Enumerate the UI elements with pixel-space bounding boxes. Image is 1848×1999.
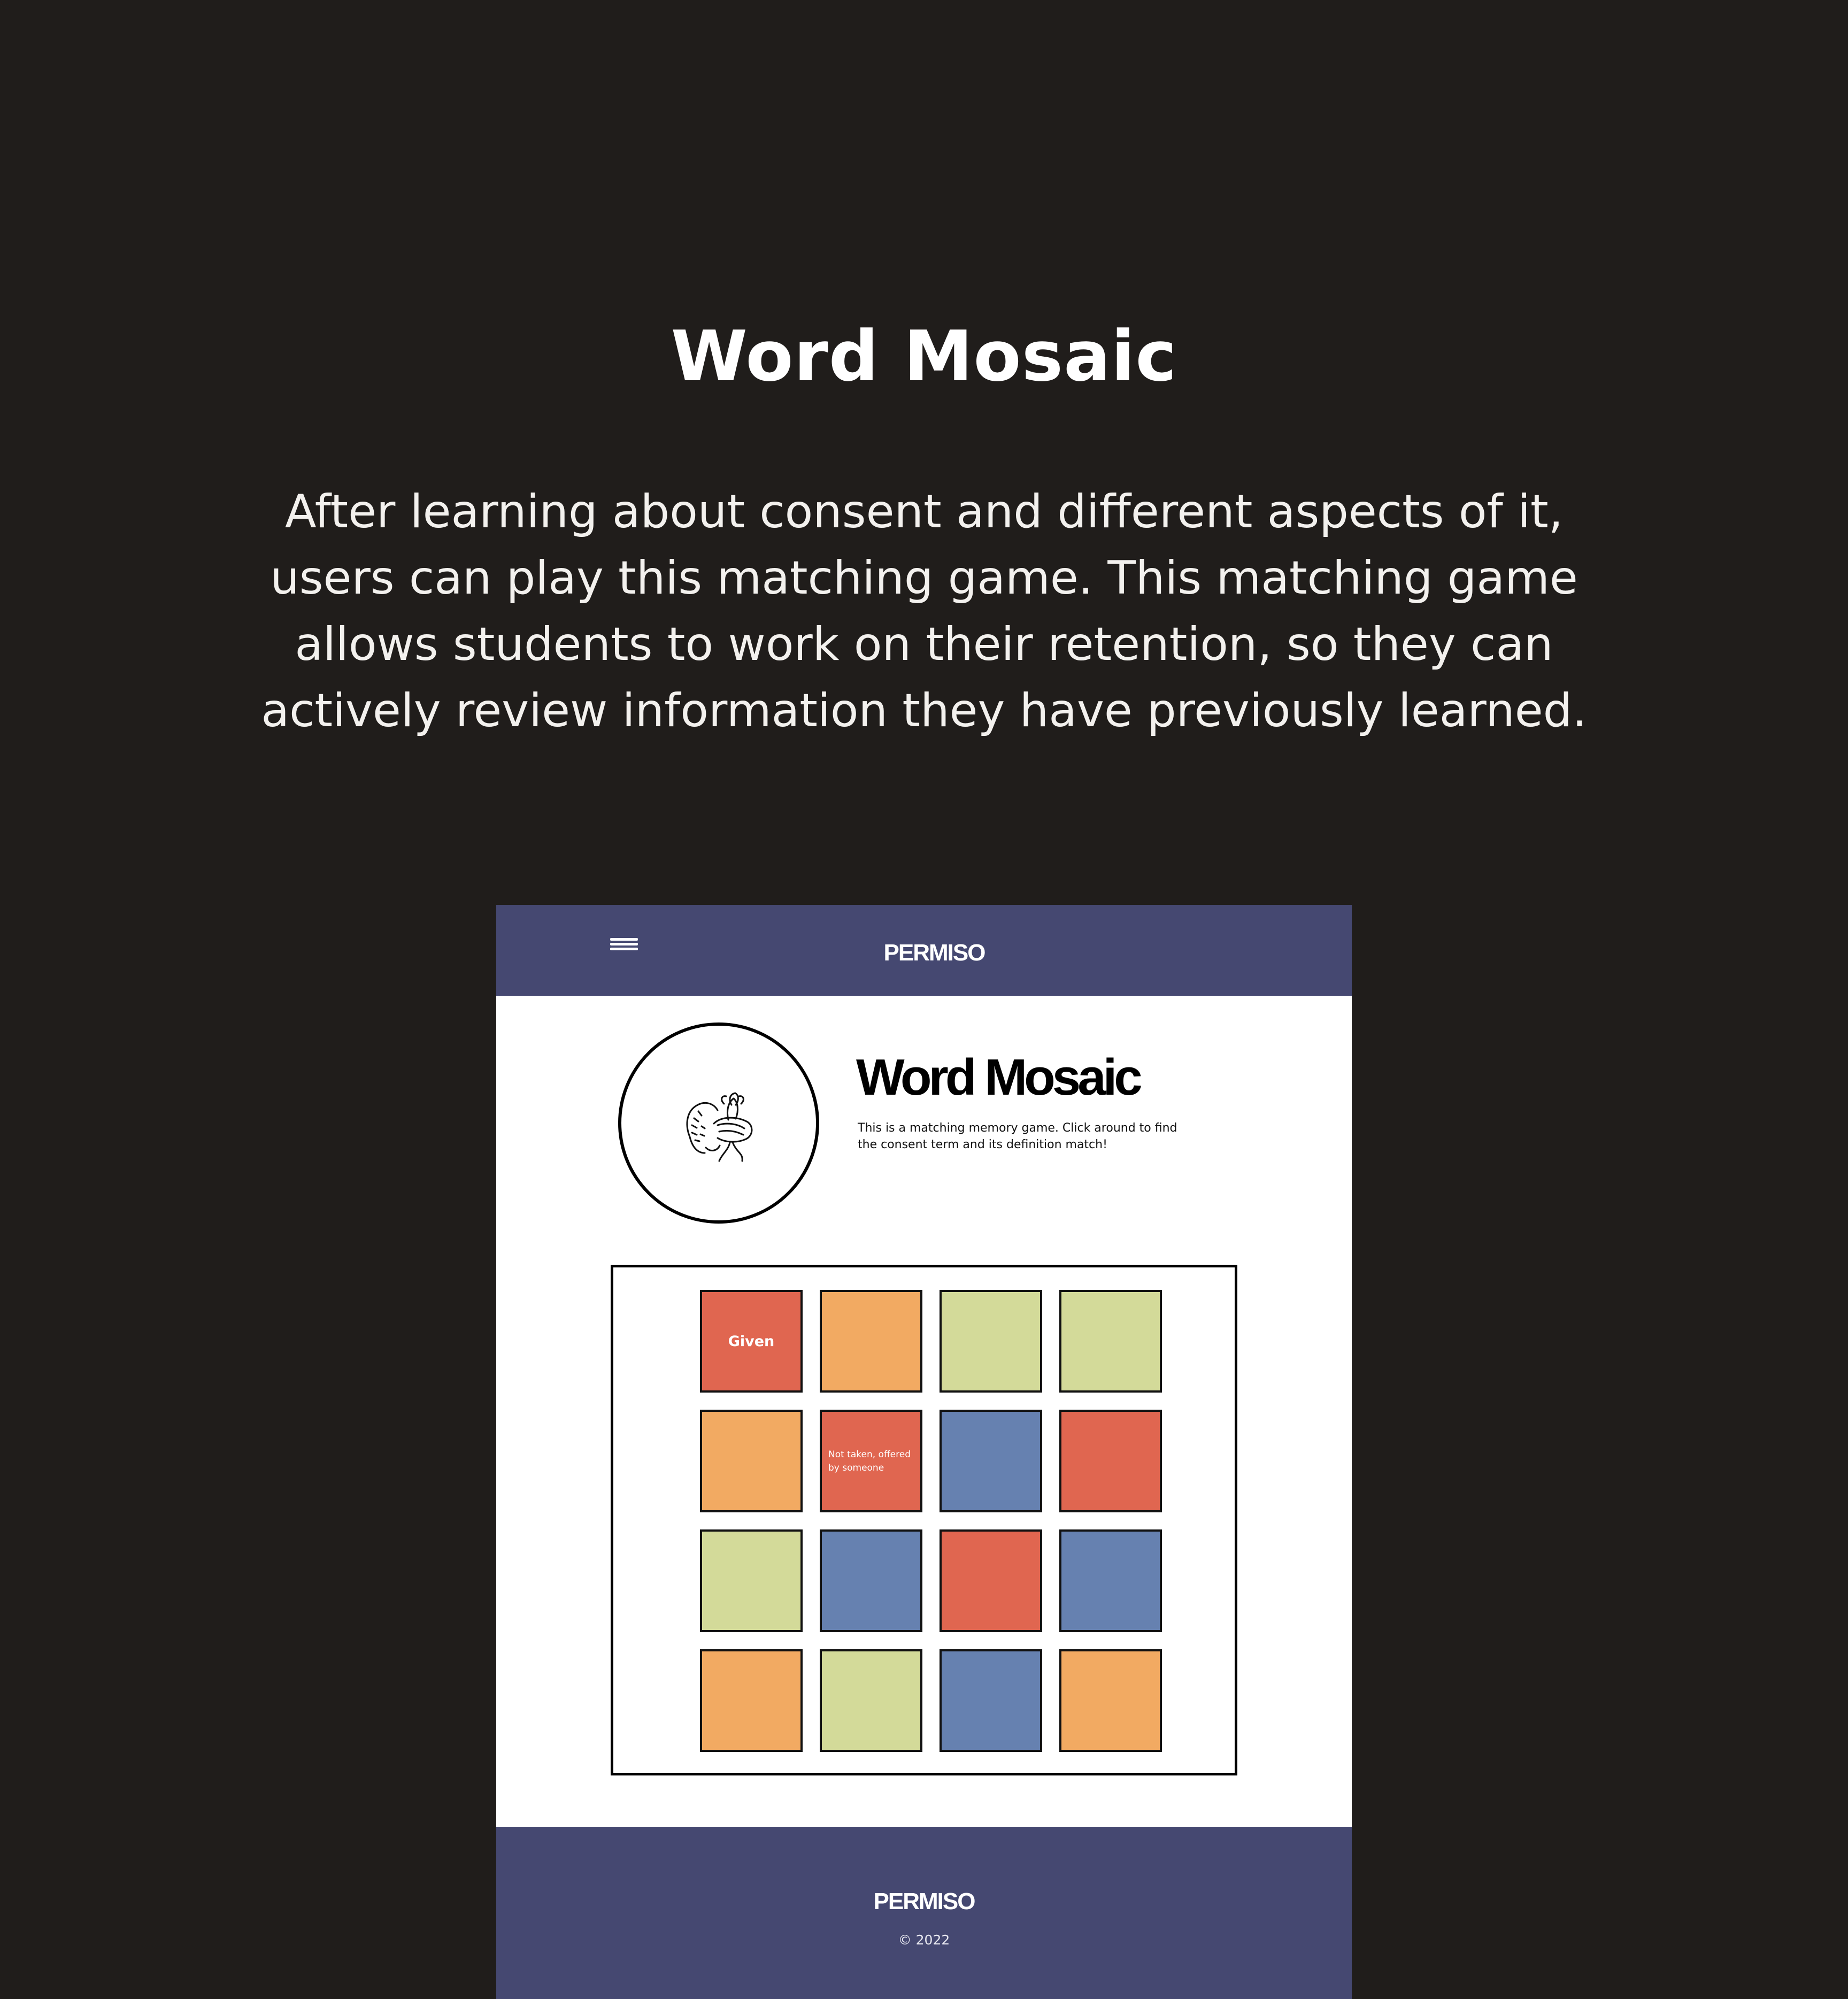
game-tile[interactable] <box>700 1410 803 1512</box>
header-logo[interactable]: PERMISO <box>883 940 985 966</box>
illustration-circle <box>618 1022 819 1224</box>
hamburger-menu-icon[interactable] <box>610 938 638 956</box>
game-tile[interactable] <box>700 1290 803 1393</box>
copyright-text: © 2022 <box>898 1932 950 1948</box>
page-title: Word Mosaic <box>856 1049 1139 1106</box>
app-header <box>496 905 1352 996</box>
game-tile[interactable] <box>1059 1290 1162 1393</box>
game-tile[interactable] <box>1059 1410 1162 1512</box>
showcase-title: Word Mosaic <box>671 316 1177 397</box>
game-tile[interactable] <box>940 1649 1042 1752</box>
game-tile[interactable] <box>700 1649 803 1752</box>
game-tile[interactable] <box>1059 1529 1162 1632</box>
hand-holding-flower-icon <box>668 1073 770 1174</box>
game-tile[interactable] <box>820 1290 922 1393</box>
page-description: This is a matching memory game. Click around to find the consent term and its definition match! <box>858 1121 1177 1151</box>
game-tile[interactable] <box>1059 1649 1162 1752</box>
game-tile[interactable] <box>940 1529 1042 1632</box>
game-tile[interactable] <box>700 1529 803 1632</box>
tile-term-text: Given <box>728 1333 775 1350</box>
footer-logo[interactable]: PERMISO <box>873 1888 975 1915</box>
app-footer <box>496 1827 1352 1999</box>
game-tile[interactable] <box>820 1529 922 1632</box>
tile-definition-text: Not taken, offered by someone <box>828 1449 911 1473</box>
game-tile[interactable] <box>820 1410 922 1512</box>
game-tile[interactable] <box>820 1649 922 1752</box>
game-tile[interactable] <box>940 1410 1042 1512</box>
game-board <box>611 1265 1237 1775</box>
game-tile[interactable] <box>940 1290 1042 1393</box>
app-mockup <box>496 905 1352 1999</box>
showcase-description: After learning about consent and different aspects of it, users can play this matching game. This matching game allows students to work on their retention, so they can actively review information they have previously learned. <box>261 485 1587 737</box>
